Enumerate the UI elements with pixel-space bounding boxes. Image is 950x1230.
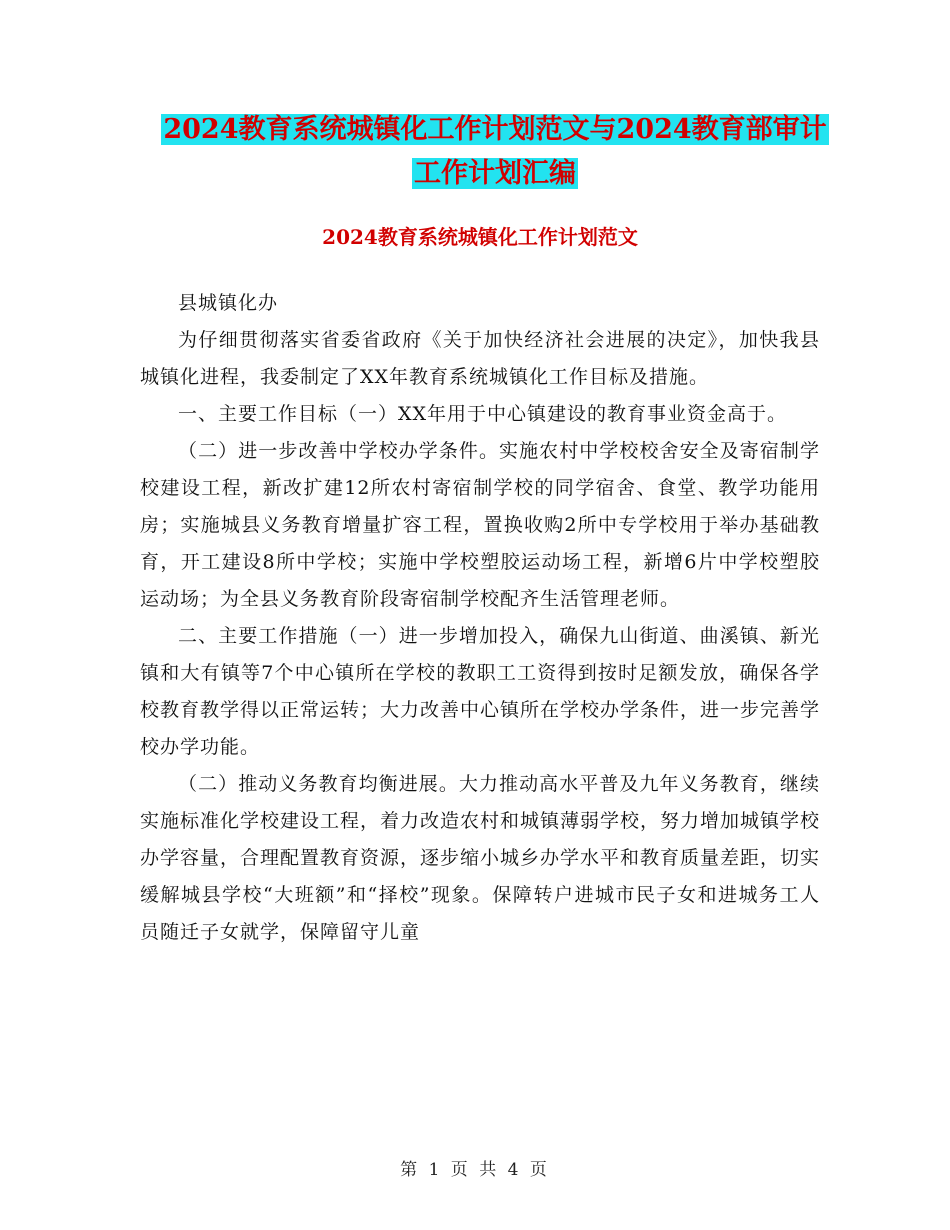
document-title-line-1: 2024教育系统城镇化工作计划范文与2024教育部审计	[163, 114, 827, 145]
paragraph-addressee: 县城镇化办	[178, 292, 279, 314]
paragraph-measure-1: 二、主要工作措施（一）进一步增加投入，确保九山街道、曲溪镇、新光镇和大有镇等7个中心镇所在学校的教职工工资得到按时足额发放，确保各学校教育教学得以正常运转；大力改善中心镇所在学校办学条件，进一步完善学校办学功能。	[140, 625, 821, 758]
paragraph-goal-1: 一、主要工作目标（一）XX年用于中心镇建设的教育事业资金高于。	[178, 403, 788, 425]
document-title-line-2: 工作计划汇编	[414, 158, 576, 189]
section-title: 2024教育系统城镇化工作计划范文	[322, 225, 638, 249]
paragraph-measure-2: （二）推动义务教育均衡进展。大力推动高水平普及九年义务教育，继续实施标准化学校建设工程，着力改造农村和城镇薄弱学校，努力增加城镇学校办学容量，合理配置教育资源，逐步缩小城乡办学水平和教育质量差距，切实缓解城县学校“大班额”和“择校”现象。保障转户进城市民子女和进城务工人员随迁子女就学，保障留守儿童	[140, 773, 821, 943]
paragraph-intro: 为仔细贯彻落实省委省政府《关于加快经济社会进展的决定》，加快我县城镇化进程，我委制定了XX年教育系统城镇化工作目标及措施。	[140, 329, 820, 388]
paragraph-goal-2: （二）进一步改善中学校办学条件。实施农村中学校校舍安全及寄宿制学校建设工程，新改扩建12所农村寄宿制学校的同学宿舍、食堂、教学功能用房；实施城县义务教育增量扩容工程，置换收购2所中专学校用于举办基础教育，开工建设8所中学校；实施中学校塑胶运动场工程，新增6片中学校塑胶运动场；为全县义务教育阶段寄宿制学校配齐生活管理老师。	[140, 440, 820, 610]
page-footer: 第 1 页 共 4 页	[400, 1160, 550, 1180]
document-body	[140, 285, 820, 951]
